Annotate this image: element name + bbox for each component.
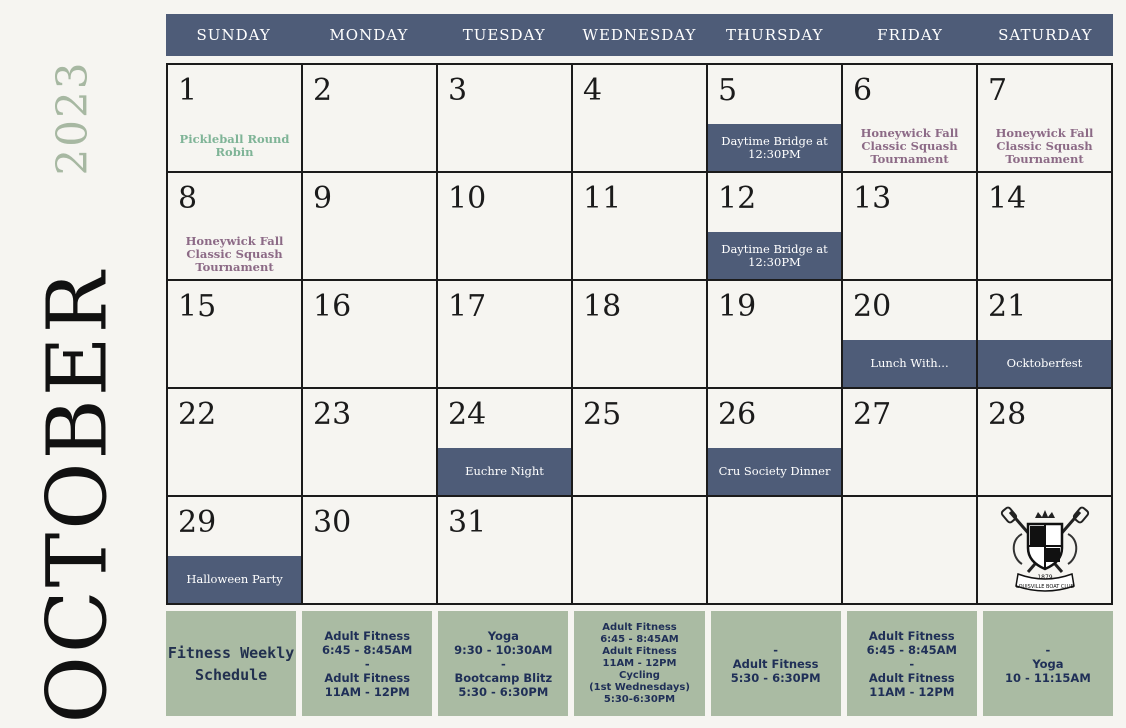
day-cell-4[interactable]: [573, 65, 708, 173]
month-label: OCTOBER: [30, 268, 126, 724]
event-cru-society-dinner[interactable]: Cru Society Dinner: [708, 448, 841, 495]
day-cell-23[interactable]: [303, 389, 438, 497]
fitness-line: 5:30 - 6:30PM: [730, 670, 821, 685]
fitness-line: 11AM - 12PM: [324, 684, 410, 699]
fitness-line: Cycling: [619, 669, 660, 681]
logo-club-name: LOUISVILLE BOAT CLUB: [1015, 584, 1074, 590]
fitness-line: -: [773, 642, 779, 657]
day-number: 28: [988, 397, 1027, 432]
event-lunch-with[interactable]: Lunch With...: [843, 340, 976, 387]
empty-cell: [573, 497, 708, 605]
day-number: 14: [988, 181, 1027, 216]
day-cell-27[interactable]: [843, 389, 978, 497]
fitness-line: 6:45 - 8:45AM: [322, 642, 413, 657]
day-cell-5[interactable]: [708, 65, 843, 173]
day-number: 18: [583, 289, 622, 324]
event-squash-tournament[interactable]: Honeywick Fall Classic Squash Tournament: [995, 126, 1094, 166]
weekday-friday: FRIDAY: [877, 26, 943, 44]
empty-cell: [708, 497, 843, 605]
day-cell-15[interactable]: [168, 281, 303, 389]
fitness-line: Adult Fitness: [732, 656, 819, 671]
day-cell-24[interactable]: [438, 389, 573, 497]
weekday-sunday: SUNDAY: [196, 26, 271, 44]
day-cell-11[interactable]: [573, 173, 708, 281]
day-cell-16[interactable]: [303, 281, 438, 389]
fitness-line: Adult Fitness: [602, 621, 677, 633]
day-cell-3[interactable]: [438, 65, 573, 173]
day-number: 21: [988, 289, 1027, 324]
day-number: 11: [583, 181, 622, 216]
fitness-line: 10 - 11:15AM: [1005, 670, 1091, 685]
fitness-line: 11AM - 12PM: [602, 657, 677, 669]
day-cell-29[interactable]: [168, 497, 303, 605]
event-euchre-night[interactable]: Euchre Night: [438, 448, 571, 495]
fitness-saturday[interactable]: [983, 611, 1113, 716]
day-cell-19[interactable]: [708, 281, 843, 389]
day-cell-20[interactable]: [843, 281, 978, 389]
day-cell-14[interactable]: [978, 173, 1113, 281]
fitness-line: -: [909, 656, 915, 671]
fitness-title-block: [166, 611, 296, 716]
day-number: 15: [178, 289, 217, 324]
fitness-monday[interactable]: [302, 611, 432, 716]
event-halloween-party[interactable]: Halloween Party: [168, 556, 301, 603]
fitness-line: -: [364, 656, 370, 671]
day-number: 3: [448, 73, 468, 108]
day-cell-10[interactable]: [438, 173, 573, 281]
day-number: 19: [718, 289, 757, 324]
day-number: 27: [853, 397, 892, 432]
day-cell-26[interactable]: [708, 389, 843, 497]
day-cell-7[interactable]: [978, 65, 1113, 173]
day-number: 24: [448, 397, 487, 432]
fitness-line: Yoga: [487, 628, 519, 643]
calendar-grid: [166, 63, 1113, 605]
day-number: 10: [448, 181, 487, 216]
event-ocktoberfest[interactable]: Ocktoberfest: [978, 340, 1111, 387]
weekday-monday: MONDAY: [329, 26, 409, 44]
day-number: 16: [313, 289, 352, 324]
fitness-line: Yoga: [1032, 656, 1064, 671]
fitness-title-line1: Fitness Weekly: [167, 643, 295, 662]
event-daytime-bridge[interactable]: Daytime Bridge at 12:30PM: [708, 232, 841, 279]
day-cell-30[interactable]: [303, 497, 438, 605]
fitness-line: -: [500, 656, 506, 671]
fitness-line: 5:30 - 6:30PM: [458, 684, 549, 699]
weekday-saturday: SATURDAY: [998, 26, 1093, 44]
fitness-line: 9:30 - 10:30AM: [454, 642, 553, 657]
day-number: 26: [718, 397, 757, 432]
fitness-tuesday[interactable]: [438, 611, 568, 716]
day-cell-28[interactable]: [978, 389, 1113, 497]
event-squash-tournament[interactable]: Honeywick Fall Classic Squash Tournament: [185, 234, 284, 274]
day-number: 23: [313, 397, 352, 432]
day-cell-9[interactable]: [303, 173, 438, 281]
day-number: 22: [178, 397, 217, 432]
day-cell-21[interactable]: [978, 281, 1113, 389]
event-daytime-bridge[interactable]: Daytime Bridge at 12:30PM: [708, 124, 841, 171]
day-number: 20: [853, 289, 892, 324]
logo-year: 1879: [1036, 574, 1053, 581]
fitness-line: 6:45 - 8:45AM: [866, 642, 957, 657]
year-label: 2023: [47, 60, 97, 176]
fitness-line: Adult Fitness: [324, 670, 411, 685]
day-number: 30: [313, 505, 352, 540]
day-cell-6[interactable]: [843, 65, 978, 173]
day-cell-22[interactable]: [168, 389, 303, 497]
empty-cell: [843, 497, 978, 605]
day-cell-25[interactable]: [573, 389, 708, 497]
day-cell-8[interactable]: [168, 173, 303, 281]
day-number: 5: [718, 73, 738, 108]
fitness-line: -: [1045, 642, 1051, 657]
day-cell-17[interactable]: [438, 281, 573, 389]
day-cell-18[interactable]: [573, 281, 708, 389]
day-number: 1: [178, 73, 198, 108]
fitness-line: Adult Fitness: [868, 670, 955, 685]
fitness-line: 11AM - 12PM: [869, 684, 955, 699]
day-number: 29: [178, 505, 217, 540]
day-number: 4: [583, 73, 603, 108]
fitness-line: Adult Fitness: [602, 645, 677, 657]
boat-club-crest-logo: [1000, 506, 1090, 594]
weekday-thursday: THURSDAY: [726, 26, 824, 44]
weekday-header: [166, 14, 1113, 56]
fitness-line: Adult Fitness: [868, 628, 955, 643]
day-cell-12[interactable]: [708, 173, 843, 281]
day-number: 31: [448, 505, 487, 540]
day-number: 12: [718, 181, 757, 216]
event-squash-tournament[interactable]: Honeywick Fall Classic Squash Tournament: [860, 126, 959, 166]
weekday-wednesday: WEDNESDAY: [582, 26, 697, 44]
day-cell-31[interactable]: [438, 497, 573, 605]
day-number: 9: [313, 181, 333, 216]
fitness-wednesday[interactable]: [574, 611, 704, 716]
day-number: 8: [178, 181, 198, 216]
day-number: 7: [988, 73, 1008, 108]
fitness-friday[interactable]: [847, 611, 977, 716]
fitness-line: 6:45 - 8:45AM: [600, 633, 679, 645]
fitness-thursday[interactable]: [711, 611, 841, 716]
fitness-line: 5:30-6:30PM: [603, 693, 676, 705]
fitness-schedule-row: [166, 611, 1113, 716]
day-number: 13: [853, 181, 892, 216]
day-number: 17: [448, 289, 487, 324]
logo-cell: [978, 497, 1113, 605]
day-cell-2[interactable]: [303, 65, 438, 173]
day-number: 2: [313, 73, 333, 108]
fitness-title-line2: Schedule: [194, 665, 268, 684]
weekday-tuesday: TUESDAY: [462, 26, 546, 44]
day-cell-13[interactable]: [843, 173, 978, 281]
day-cell-1[interactable]: [168, 65, 303, 173]
fitness-line: Adult Fitness: [324, 628, 411, 643]
day-number: 25: [583, 397, 622, 432]
event-pickleball[interactable]: Pickleball Round Robin: [179, 132, 290, 159]
day-number: 6: [853, 73, 873, 108]
fitness-line: Bootcamp Blitz: [454, 670, 553, 685]
fitness-line: (1st Wednesdays): [589, 681, 690, 693]
